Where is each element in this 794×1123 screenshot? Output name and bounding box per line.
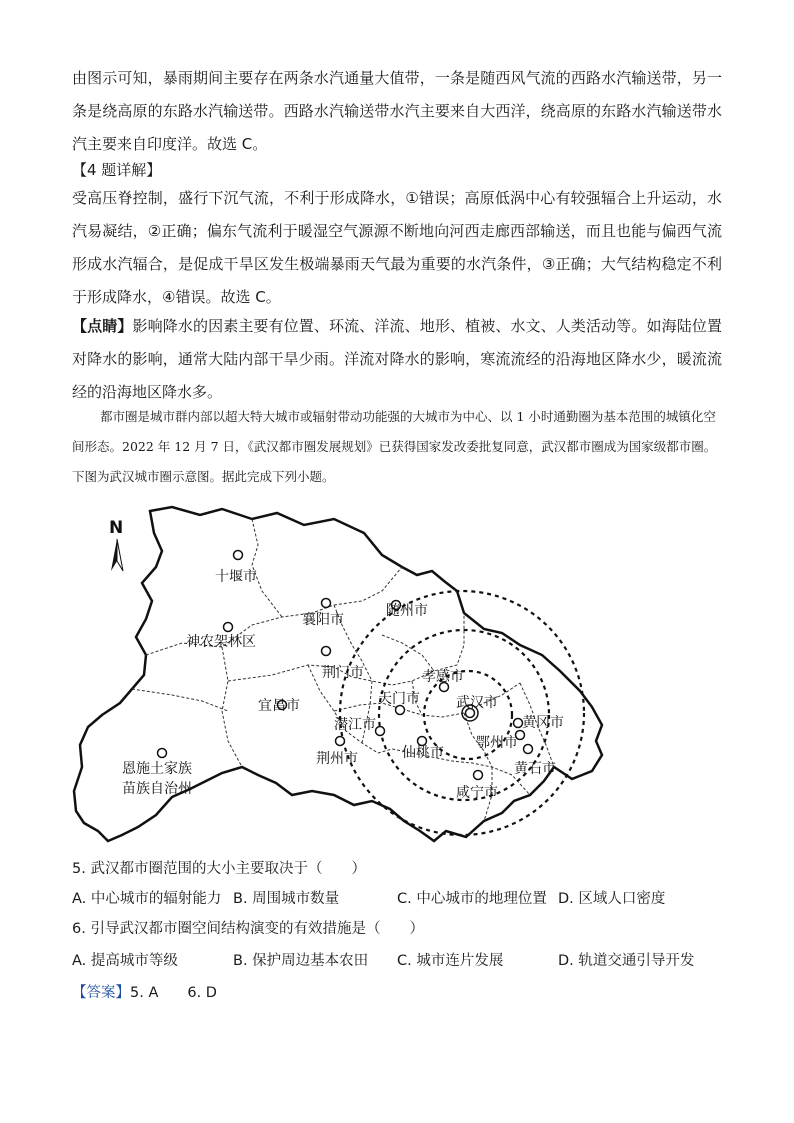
answer-line	[72, 982, 217, 1004]
analysis-paragraph: 由图示可知，暴雨期间主要存在两条水汽通量大值带，一条是随西风气流的西路水汽输送带，另一条是绕高原的东路水汽输送带。西路水汽输送带水汽主要来自大西洋，绕高原的东路水汽输送带水汽主要来自印度洋。故选 C。	[72, 69, 722, 153]
city-marker-xiangyang	[322, 599, 331, 608]
q5-option-c: C. 中心城市的地理位置	[397, 891, 547, 907]
wuhan-metro-map	[72, 505, 612, 845]
city-label-ezhou: 鄂州市	[476, 735, 518, 751]
q6-option-a: A. 提高城市等级	[72, 953, 178, 969]
question-5-stem: 5. 武汉都市圈范围的大小主要取决于（ ）	[72, 861, 366, 877]
answer-text: 5. A 6. D	[130, 985, 217, 1001]
q6-option-b: B. 保护周边基本农田	[233, 953, 369, 969]
q6-option-d: D. 轨道交通引导开发	[558, 953, 695, 969]
city-label-shiyan: 十堰市	[215, 569, 257, 585]
city-label-huangshi: 黄石市	[514, 761, 556, 777]
city-label-yichang: 宜昌市	[258, 698, 300, 714]
city-label-shennongjia: 神农架林区	[186, 634, 256, 650]
detail-4-paragraph: 受高压脊控制，盛行下沉气流，不利于形成降水，①错误；高原低涡中心有较强辐合上升运动，水汽易凝结，②正确；偏东气流利于暖湿空气源源不断地向河西走廊西部输送，而且也能与偏西气流形成水汽辐合，是促成干旱区发生极端暴雨天气最为重要的水汽条件，③正确；大气结构稳定不利于形成降水，④错误。故选 C。	[72, 189, 722, 306]
city-marker-huangshi	[524, 745, 533, 754]
city-marker-qianjiang	[376, 727, 385, 736]
question-6-stem: 6. 引导武汉都市圈空间结构演变的有效措施是（ ）	[72, 921, 424, 937]
q5-option-b: B. 周围城市数量	[233, 891, 340, 907]
city-label-huanggang: 黄冈市	[522, 715, 564, 731]
city-marker-xianning	[474, 771, 483, 780]
city-marker-shiyan	[234, 551, 243, 560]
q5-option-a: A. 中心城市的辐射能力	[72, 891, 222, 907]
city-label-jingmen: 荆门市	[322, 665, 364, 681]
city-label-tianmen: 天门市	[378, 691, 420, 707]
city-label-xiangyang: 襄阳市	[302, 612, 344, 628]
answer-label: 【答案】	[72, 985, 130, 1001]
city-marker-shennongjia	[224, 623, 233, 632]
passage-paragraph: 都市圈是城市群内部以超大特大城市或辐射带动功能强的大城市为中心、以 1 小时通勤圈为基本范围的城镇化空间形态。2022 年 12 月 7 日，《武汉都市圈发展规划》已获得国家发改委批复同意，武汉都市圈成为国家级都市圈。下图为武汉城市圈示意图。据此完成下列小题。	[72, 409, 717, 484]
north-arrow-icon	[109, 518, 123, 571]
city-label-xiaogan: 孝感市	[422, 669, 464, 685]
city-marker-jingmen	[322, 647, 331, 656]
tip-paragraph	[72, 310, 722, 409]
north-label: N	[109, 518, 124, 538]
city-label-enshi-line2: 苗族自治州	[122, 781, 192, 797]
city-marker-enshi	[158, 749, 167, 758]
city-label-enshi-line1: 恩施土家族	[122, 761, 192, 777]
city-label-qianjiang: 潜江市	[334, 717, 376, 733]
city-marker-jingzhou	[336, 737, 345, 746]
city-label-jingzhou: 荆州市	[316, 751, 358, 767]
city-label-wuhan: 武汉市	[456, 695, 498, 711]
city-label-xianning: 咸宁市	[456, 785, 498, 801]
city-label-suizhou: 随州市	[386, 603, 428, 619]
detail-4-heading: 【4 题详解】	[72, 161, 162, 179]
q6-option-c: C. 城市连片发展	[397, 953, 504, 969]
tip-text: 影响降水的因素主要有位置、环流、洋流、地形、植被、水文、人类活动等。如海陆位置对降水的影响，通常大陆内部干旱少雨。洋流对降水的影响，寒流流经的沿海地区降水少，暖流流经的沿海地区降水多。	[72, 317, 722, 401]
tip-heading: 【点睛】	[72, 317, 133, 335]
city-label-xiantao: 仙桃市	[402, 745, 444, 761]
q5-option-d: D. 区域人口密度	[558, 891, 666, 907]
